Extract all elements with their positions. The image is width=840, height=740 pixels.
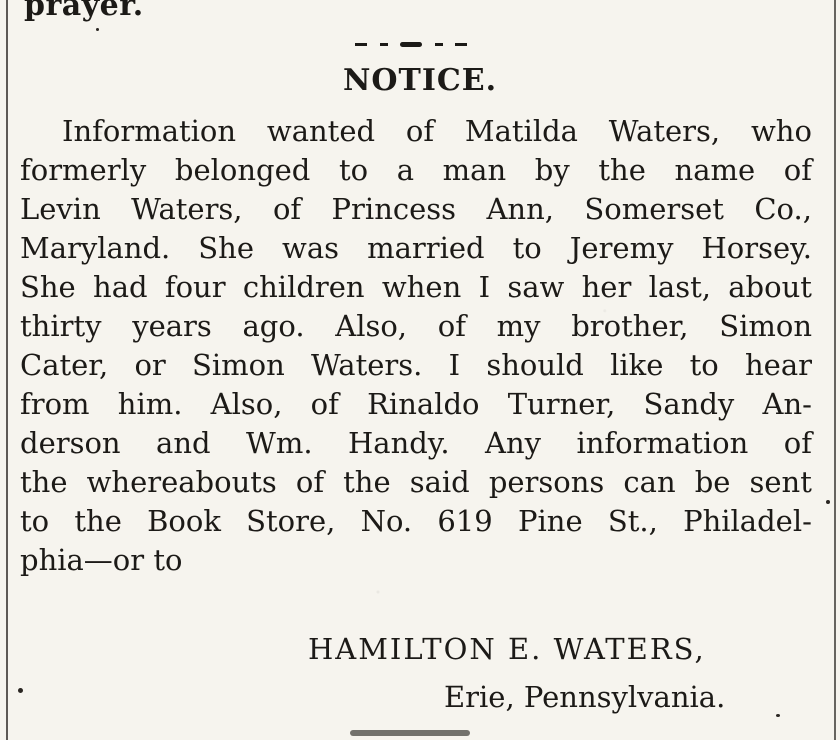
word: Store,: [246, 504, 336, 538]
word: Co.,: [754, 192, 812, 226]
notice-line: [20, 151, 812, 190]
word: belonged: [174, 153, 311, 187]
word: Somerset: [584, 192, 724, 226]
word: derson: [20, 426, 121, 460]
word: of: [783, 426, 812, 460]
word: Simon: [192, 348, 285, 382]
word: St.,: [607, 504, 658, 538]
word: wanted: [266, 114, 376, 148]
word: the: [598, 153, 646, 187]
column-rule-left: [6, 0, 8, 740]
ink-speck: [776, 714, 780, 717]
word: Information: [62, 114, 237, 148]
notice-line: phia—or to: [20, 543, 183, 577]
notice-line: [20, 346, 812, 385]
word: about: [728, 270, 812, 304]
previous-article-tail: prayer.: [24, 0, 144, 23]
word: him.: [117, 387, 183, 421]
notice-line: [20, 268, 812, 307]
word: thirty: [20, 309, 102, 343]
signature-name: HAMILTON E. WATERS,: [308, 632, 706, 666]
notice-line: [20, 112, 812, 151]
word: to: [20, 504, 50, 538]
word: whereabouts: [86, 465, 277, 499]
word: Also,: [210, 387, 283, 421]
word: Also,: [335, 309, 408, 343]
word: her: [581, 270, 632, 304]
signature-place: Erie, Pennsylvania.: [444, 680, 726, 714]
word: Turner,: [507, 387, 616, 421]
word: Handy.: [347, 426, 450, 460]
word: She: [20, 270, 76, 304]
word: married: [367, 231, 485, 265]
word: Matilda: [464, 114, 578, 148]
ink-speck: [18, 688, 23, 693]
word: of: [295, 465, 325, 499]
word: to: [689, 348, 719, 382]
word: of: [783, 153, 812, 187]
word: who: [750, 114, 812, 148]
word: the: [343, 465, 391, 499]
ink-speck: [826, 500, 830, 504]
bottom-divider: [350, 730, 470, 736]
word: No.: [360, 504, 413, 538]
word: An-: [762, 387, 812, 421]
word: information: [576, 426, 749, 460]
word: I: [478, 270, 491, 304]
word: persons: [488, 465, 605, 499]
word: Philadel-: [683, 504, 812, 538]
word: I: [448, 348, 461, 382]
word: of: [405, 114, 435, 148]
word: Sandy: [643, 387, 735, 421]
notice-line: [20, 229, 812, 268]
notice-line: [20, 424, 812, 463]
notice-line: [20, 307, 812, 346]
word: from: [20, 387, 90, 421]
word: Book: [147, 504, 221, 538]
word: Princess: [331, 192, 457, 226]
word: Ann,: [486, 192, 554, 226]
word: Cater,: [20, 348, 109, 382]
word: Levin: [20, 192, 101, 226]
word: Horsey.: [701, 231, 812, 265]
word: Wm.: [246, 426, 313, 460]
word: Jeremy: [569, 231, 674, 265]
word: said: [409, 465, 470, 499]
word: or: [134, 348, 166, 382]
word: my: [496, 309, 541, 343]
word: Waters,: [131, 192, 243, 226]
word: the: [74, 504, 122, 538]
word: 619: [437, 504, 493, 538]
notice-heading: NOTICE.: [342, 63, 498, 98]
word: Maryland.: [20, 231, 171, 265]
ink-speck: [96, 28, 99, 31]
word: be: [694, 465, 731, 499]
word: and: [156, 426, 211, 460]
word: Waters,: [608, 114, 721, 148]
word: ago.: [242, 309, 305, 343]
word: name: [674, 153, 756, 187]
word: sent: [749, 465, 812, 499]
notice-line: [20, 463, 812, 502]
word: by: [534, 153, 570, 187]
word: was: [282, 231, 340, 265]
word: last,: [648, 270, 711, 304]
word: saw: [507, 270, 565, 304]
word: hear: [744, 348, 812, 382]
notice-line: [20, 502, 812, 541]
word: She: [198, 231, 255, 265]
word: Simon: [719, 309, 812, 343]
notice-line: [20, 190, 812, 229]
column-rule-right: [834, 0, 836, 740]
word: four: [164, 270, 226, 304]
word: when: [381, 270, 462, 304]
word: can: [623, 465, 676, 499]
word: children: [242, 270, 365, 304]
word: man: [442, 153, 507, 187]
word: brother,: [571, 309, 689, 343]
word: of: [437, 309, 466, 343]
word: Waters.: [311, 348, 423, 382]
word: should: [486, 348, 584, 382]
word: like: [610, 348, 664, 382]
word: to: [338, 153, 369, 187]
section-divider-ornament: [355, 40, 467, 48]
word: years: [132, 309, 212, 343]
word: to: [512, 231, 542, 265]
notice-line: [20, 385, 812, 424]
notice-body: [20, 112, 812, 580]
word: a: [396, 153, 415, 187]
word: Rinaldo: [367, 387, 480, 421]
word: had: [93, 270, 148, 304]
word: of: [310, 387, 339, 421]
word: Any: [485, 426, 542, 460]
word: the: [20, 465, 68, 499]
word: formerly: [20, 153, 147, 187]
word: Pine: [517, 504, 583, 538]
word: of: [272, 192, 302, 226]
